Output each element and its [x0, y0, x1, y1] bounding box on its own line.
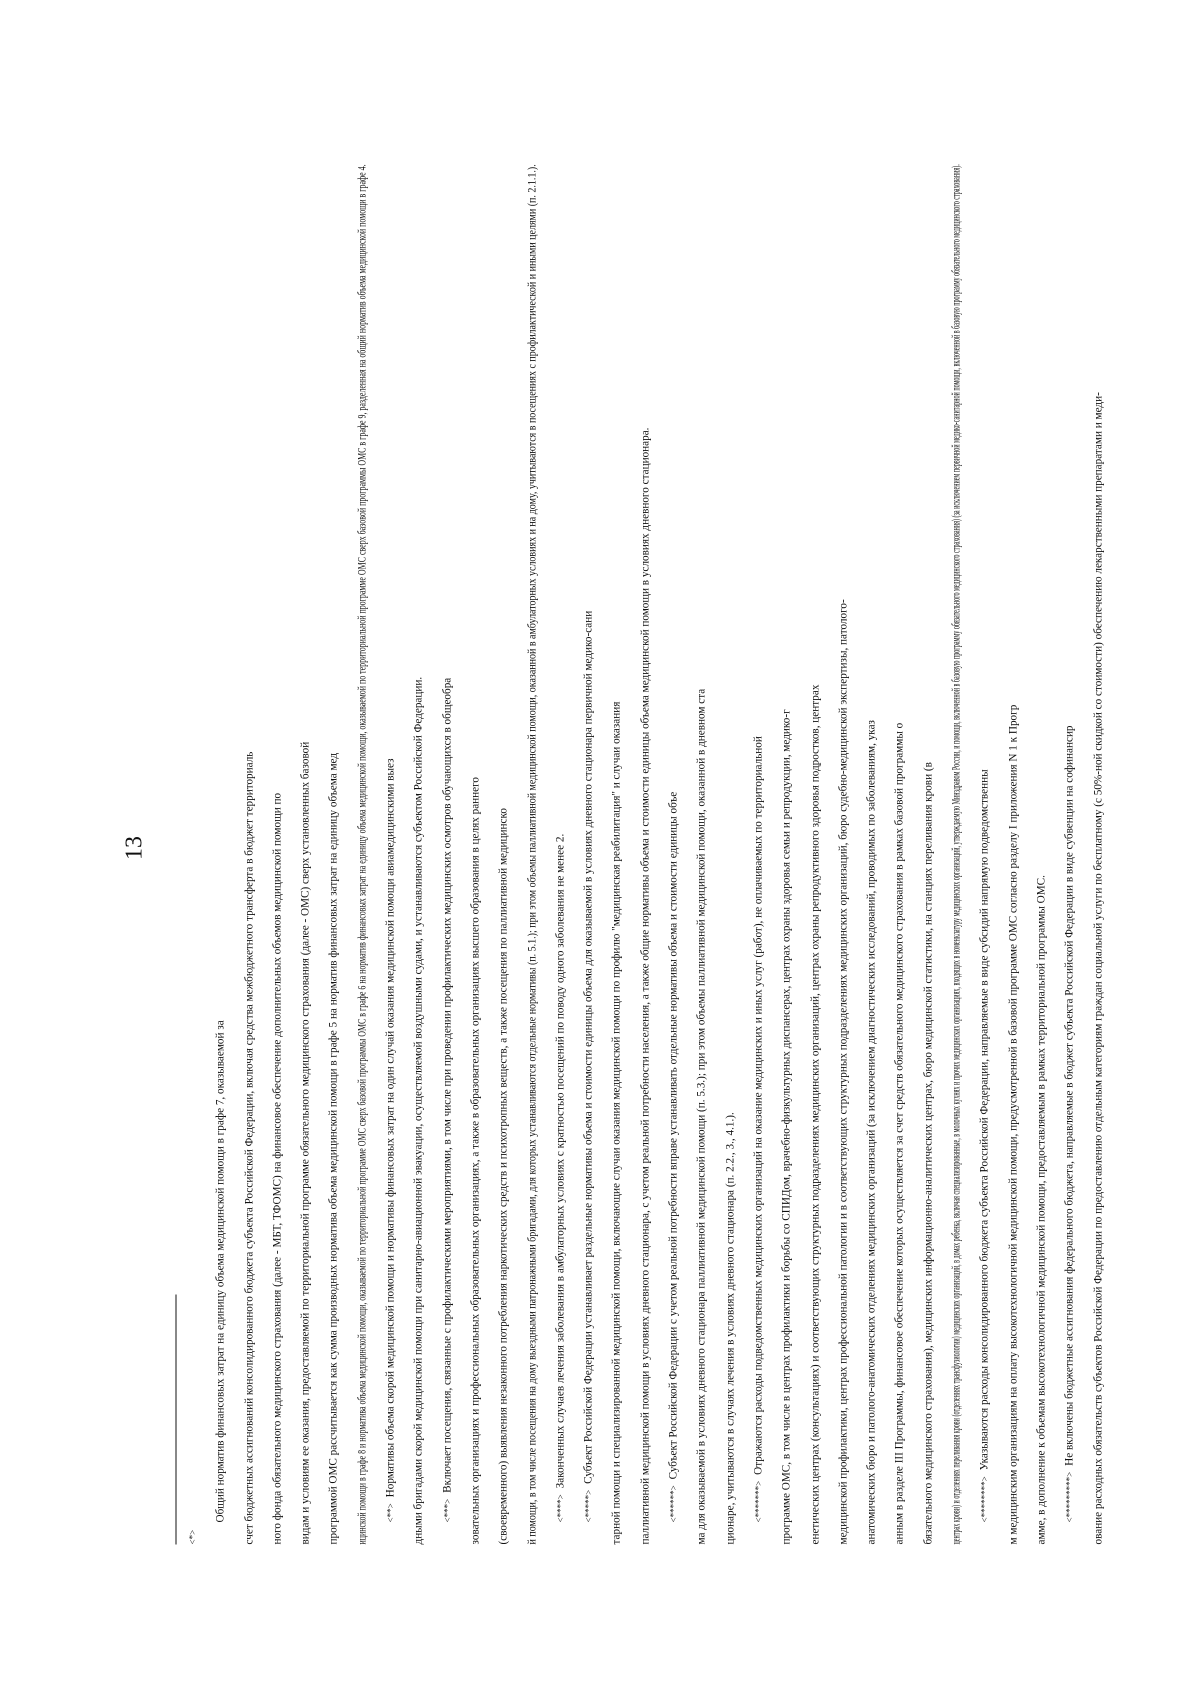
footnote-marker: <*>: [187, 1529, 198, 1545]
footnote-line: й помощи, в том числе посещения на дому выездными патронажными бригадами, для которых устанавливаются отдельные нормативы (п. 5.1.); при этом объемы паллиативной медицинской помощи, оказанной в амбулаторных условиях и на дому, учитываются в посещениях с профилактической и иными целями (п. 2.1.1.).: [526, 164, 539, 1545]
footnote-line: медицинской профилактики, центрах профессиональной патологии и в соответствующих структурных подразделениях медицинских организаций, бюро судебно-медицинской экспертизы, патолого-: [837, 599, 850, 1545]
footnote-3: [433, 165, 546, 1545]
footnote-line: <********>Указываются расходы консолидированного бюджета субъекта Российской Федерации, направляемые в виде субсидий напрямую подведомственны: [978, 769, 991, 1523]
footnote-8: [971, 165, 1056, 1545]
footnote-marker: <*********>: [1064, 1471, 1075, 1523]
footnote-line: ицинской помощи в графе 8 и норматива объема медицинской помощи, оказываемой по территориальной программе ОМС сверх базовой программы ОМС в графе 6 на норматив финансовых затрат на единицу объема медицинской помощи, оказываемой по территориальной программе ОМС сверх базовой программы ОМС в графе 9, разделенная на общий норматив объема медицинской помощи в графе 4.: [356, 164, 369, 1545]
footnote-line: Общий норматив финансовых затрат на единицу объема медицинской помощи в графе 7, оказываемой за: [214, 1020, 227, 1523]
footnote-line: <***>Включает посещения, связанные с профилактическими мероприятиями, в том числе при проведении профилактических медицинских осмотров обучающихся в общеобра: [441, 677, 454, 1523]
footnote-line: зовательных организациях и профессиональных образовательных организациях, а также в образовательных организациях высшего образования в целях раннего: [469, 776, 482, 1545]
footnote-marker: <*****>: [583, 1489, 594, 1523]
footnote-7: [744, 165, 970, 1545]
footnote-line: ного фонда обязательного медицинского страхования (далее - МБТ, ТФОМС) на финансовое обеспечение дополнительных объемов медицинской помощи по: [271, 792, 284, 1545]
footnote-5: [575, 165, 660, 1545]
rotated-document-page: [1, 0, 1200, 1697]
footnote-line: программой ОМС рассчитывается как сумма производных норматива объема медицинской помощи в графе 5 на норматив финансовых затрат на единицу объема мед: [327, 752, 340, 1545]
page-number: 13: [121, 836, 148, 860]
footnote-marker: <****>: [555, 1494, 566, 1523]
footnote-marker: <*******>: [753, 1480, 764, 1523]
footnote-line: енетических центрах (консультациях) и соответствующих структурных подразделениях медицинских организаций, центрах охраны репродуктивного здоровья подростков, центрах: [809, 684, 822, 1545]
footnote-line: <****>Законченных случаев лечения заболевания в амбулаторных условиях с кратностью посещений по поводу одного заболевания не менее 2.: [554, 833, 567, 1523]
footnote-line: <*******>Отражаются расходы подведомственных медицинских организаций на оказание медицинских и иных услуг (работ), не оплачиваемых по территориальной: [752, 736, 765, 1523]
footnote-line: <*****>Субъект Российской Федерации устанавливает раздельные нормативы объема и стоимости единицы объема для оказываемой в условиях дневного стационара первичной медико-сани: [582, 610, 595, 1523]
footnotes: [179, 165, 1113, 1545]
footnote-line: бязательного медицинского страхования), медицинских информационно-аналитических центрах, бюро медицинской статистики, на станциях переливания крови (в: [922, 762, 935, 1545]
footnote-separator: [176, 1295, 177, 1545]
footnote-line: ование расходных обязательств субъектов Российской Федерации по предоставлению отдельным категориям граждан социальной услуги по бесплатному (с 50%-ной скидкой со стоимости) обеспечению лекарственными препаратами и меди-: [1092, 392, 1104, 1545]
footnote-marker: <********>: [979, 1476, 990, 1523]
footnote-line: <*********>Не включены бюджетные ассигнования федерального бюджета, направляемые в бюджет субъекта Российской Федерации в виде субвенции на софинансир: [1063, 725, 1076, 1523]
footnote-2: [377, 165, 434, 1545]
footnote-line: тарной помощи и специализированной медицинской помощи, включающие случаи оказания медицинской помощи по профилю "медицинская реабилитация" и случаи оказания: [610, 701, 623, 1545]
footnote-line: ционаре, учитываются в случаях лечения в условиях дневного стационара (п. 2.2., 3., 4.1.).: [724, 1112, 737, 1545]
footnote-line: м медицинским организациям на оплату высокотехнологичной медицинской помощи, предусмотренной в базовой программе ОМС согласно разделу I приложения N 1 к Прогр: [1007, 704, 1020, 1545]
footnote-line: <**>Нормативы объема скорой медицинской помощи и нормативы финансовых затрат на один случай оказания медицинской помощи авиамедицинскими выез: [384, 758, 397, 1523]
footnote-marker: <******>: [668, 1485, 679, 1523]
footnote-line: <******>Субъект Российской Федерации с учетом реальной потребности вправе устанавливать отдельные нормативы объема и стоимости единицы объе: [667, 791, 680, 1523]
footnote-line: программе ОМС, в том числе в центрах профилактики и борьбы со СПИДом, врачебно-физкультурных диспансерах, центрах охраны здоровья семьи и репродукции, медико-г: [780, 709, 793, 1545]
footnote-1: [179, 165, 377, 1545]
footnote-line: (своевременного) выявления незаконного потребления наркотических средств и психотропных веществ, а также посещения по паллиативной медицинско: [497, 808, 510, 1545]
footnote-4: [546, 165, 574, 1545]
footnote-6: [660, 165, 745, 1545]
footnote-line: паллиативной медицинской помощи в условиях дневного стационара, с учетом реальной потребности населения, а также общие нормативы объема и стоимости единицы объема медицинской помощи в условиях дневного стационара.: [639, 427, 652, 1545]
footnote-line: анатомических бюро и патолого-анатомических отделениях медицинских организаций (за исключением диагностических исследований, проводимых по заболеваниям, указ: [865, 720, 878, 1545]
footnote-line: счет бюджетных ассигнований консолидированного бюджета субъекта Российской Федерации, включая средства межбюджетного трансферта в бюджет территориаль: [243, 751, 256, 1545]
footnote-line: анным в разделе III Программы, финансовое обеспечение которых осуществляется за счет средств обязательного медицинского страхования в рамках базовой программы о: [893, 722, 906, 1545]
footnote-line: центрах крови) и отделениях переливания крови (отделениях трансфузиологии) медицинских организаций, в домах ребенка, включая специализированные, в молочных кухнях и прочих медицинских организациях, входящих в номенклатуру медицинских организаций, утверждаемую Минздравом России, и помощи, включенной в базовую программу обязательного медицинского страхования) (за исключением первичной медико-санитарной помощи, включенной в базовую программу обязательного медицинского страхования).: [950, 164, 963, 1545]
footnote-line: дными бригадами скорой медицинской помощи при санитарно-авиационной эвакуации, осуществляемой воздушными судами, и устанавливаются субъектом Российской Федерации.: [412, 676, 425, 1545]
footnote-line: видам и условиям ее оказания, предоставляемой по территориальной программе обязательного медицинского страхования (далее - ОМС) сверх установленных базовой: [299, 741, 312, 1545]
footnote-line: ма для оказываемой в условиях дневного стационара паллиативной медицинской помощи (п. 5.3.); при этом объемы паллиативной медицинской помощи, оказанной в дневном ста: [695, 688, 708, 1545]
footnote-marker: <***>: [442, 1498, 453, 1523]
footnote-line: амме, в дополнение к объемам высокотехнологичной медицинской помощи, предоставляемым в рамках территориальной программы ОМС.: [1035, 875, 1048, 1545]
footnote-9: [1056, 165, 1113, 1545]
footnote-marker: <**>: [385, 1503, 396, 1523]
